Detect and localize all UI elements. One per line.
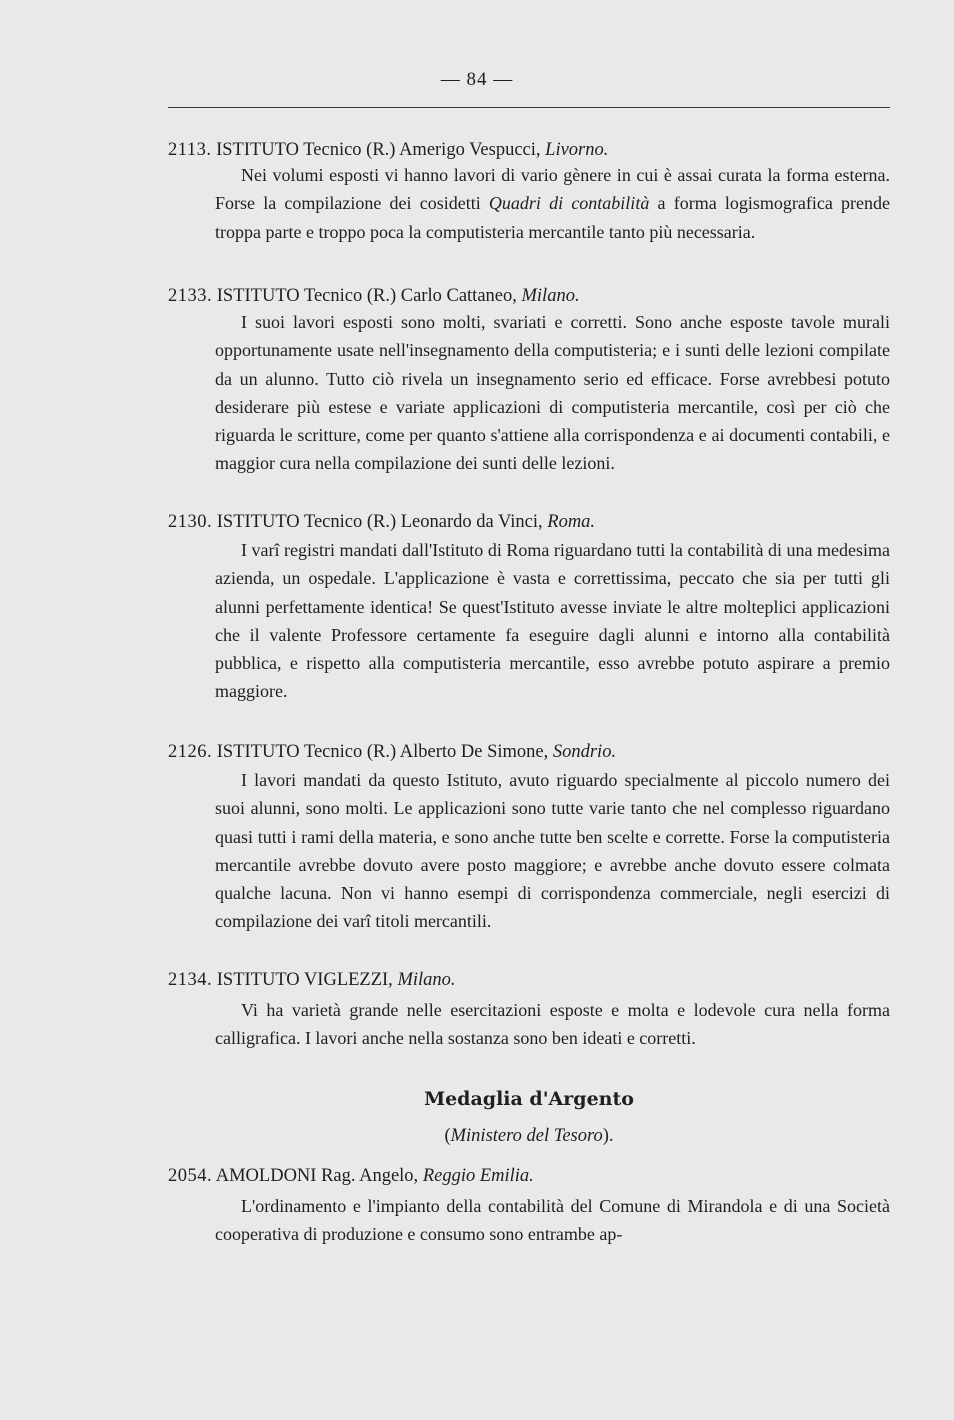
entry-place: Sondrio. [552,742,617,762]
entry-number: 2126. [168,742,213,762]
entry-heading [168,510,595,534]
entry-text: I lavori mandati da questo Istituto, avuto riguardo specialmente al piccolo numero dei suoi alunni, sono molti. Le applicazioni sono tutte varie tanto che nel complesso riguardano quasi tutti i rami della materia, e sono anche tutte ben scelte e corrette. Forse la computisteria mercantile avrebbe dovuto avere posto maggiore; e avrebbe anche dovuto essere colmata qualche lacuna. Non vi hanno esempi di corrispondenza commerciale, negli esercizi di compilazione dei varî titoli mercantili. [215,770,890,932]
entry-text: L'ordinamento e l'impianto della contabilità del Comune di Mirandola e di una Società cooperativa di produzione e consumo sono entrambe ap- [215,1196,890,1245]
emphasis-quadri: Quadri di contabilità [488,193,650,214]
page-number: — 84 — [440,69,514,90]
header-rule [168,107,890,108]
entry-place: Reggio Emilia. [422,1166,534,1186]
section-subtitle: (Ministero del Tesoro). [444,1126,614,1146]
entry-place: Livorno. [545,140,609,160]
entry-heading [168,1164,534,1188]
entry-institution: AMOLDONI Rag. Angelo, [215,1166,419,1186]
entry-institution: ISTITUTO VIGLEZZI, [216,970,393,990]
entry-place: Milano. [521,286,580,306]
entry-institution: ISTITUTO Tecnico (R.) Carlo Cattaneo, [216,286,517,306]
entry-text: I varî registri mandati dall'Istituto di Roma riguardano tutti la contabilità di una medesima azienda, un ospedale. L'applicazione è vasta e correttissima, peccato che sia per tutti gli alunni perfettamente identica! Se quest'Istituto avesse inviate le altre molteplici applicazioni che il valente Professore certamente fa eseguire dagli alunni e intorno alla contabilità pubblica, e rispetto alla computisteria mercantile, esso avrebbe potuto aspirare a premio maggiore. [215,540,890,702]
entry-heading [168,284,580,308]
entry-text: Vi ha varietà grande nelle esercitazioni esposte e molta e lodevole cura nella forma calligrafica. I lavori anche nella sostanza sono ben ideati e corretti. [215,1000,890,1049]
entry-number: 2113. [168,140,212,160]
entry-number: 2130. [168,512,213,532]
entry-heading [168,138,608,162]
section-title: Medaglia d'Argento [424,1088,634,1110]
entry-place: Milano. [397,970,456,990]
entry-number: 2134. [168,970,213,990]
entry-heading [168,968,456,992]
entry-institution: ISTITUTO Tecnico (R.) Leonardo da Vinci, [216,512,543,532]
entry-heading [168,740,616,764]
entry-institution: ISTITUTO Tecnico (R.) Alberto De Simone, [216,742,549,762]
entry-institution: ISTITUTO Tecnico (R.) Amerigo Vespucci, [216,140,541,160]
entry-number: 2133. [168,286,213,306]
entry-place: Roma. [547,512,596,532]
entry-text: I suoi lavori esposti sono molti, svariati e corretti. Sono anche esposte tavole murali opportunamente usate nell'insegnamento della computisteria; e i sunti delle lezioni compilate da un alunno. Tutto ciò rivela un insegnamento serio ed efficace. Forse avrebbesi potuto desiderare più estese e variate applicazioni di computisteria mercantile, così per ciò che riguarda le scritture, come per quanto s'attiene alla corrispondenza e ai documenti contabili, e maggior cura nella compilazione dei sunti delle lezioni. [215,312,890,474]
entry-text: Nei volumi esposti vi hanno lavori di vario gènere in cui è assai curata la forma esterna. Forse la compilazione dei cosidetti Quadri di contabilità a forma logismografica prende troppa parte e troppo poca la computisteria mercantile tanto più necessaria. [215,165,891,242]
entry-number: 2054. [168,1166,213,1186]
